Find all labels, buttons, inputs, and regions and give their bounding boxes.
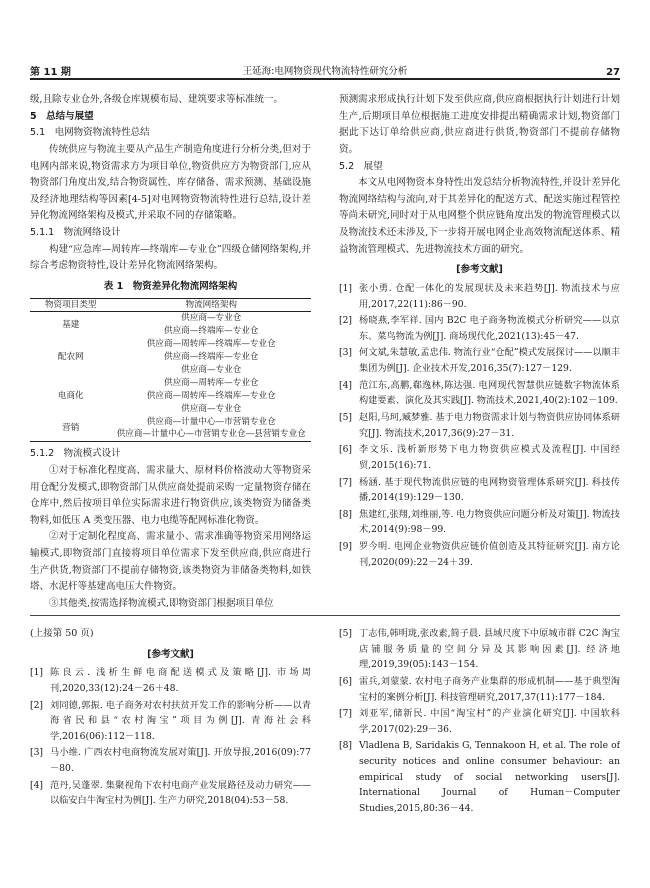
reference-list [30,665,311,809]
reference-item: [1] 陈良云. 浅析生鲜电商配送模式及策略[J]. 市场周刊,2020,33(12):24－26＋48. [30,667,311,694]
reference-item: [8] Vladlena B, Saridakis G, Tennakoon H, et al. The role of security notices and online consumer behaviour: an empirical study of social networking users[J]. International Journal of Human－Computer Studies,2015,80:36－44. [339,740,620,815]
continuation-note: (上接第 50 页) [30,628,94,639]
page-number: 27 [606,67,620,78]
table-cell: 供应商—计量中心—市营销专业仓—县营销专业仓 [116,429,306,440]
right-column [339,92,620,607]
table-cell: 供应商—周转库—终端库—专业仓 [146,390,276,401]
reference-item: [4] 范丹,吴蓬翠. 集聚视角下农村电商产业发展路径及动力研究——以临安白牛淘宝村为例[J]. 生产力研究,2018(04):53－58. [30,779,311,807]
reference-item: [1] 张小勇. 仓配一体化的发展现状及未来趋势[J]. 物流技术与应用,2017,22(11):86－90. [339,282,620,310]
reference-item: [9] 罗今明. 电网企业物资供应链价值创造及其特征研究[J]. 南方论刊,2020(09):22－24＋39. [339,541,620,568]
reference-item: [7] 杨涵. 基于现代物流供应链的电网物资管理体系研究[J]. 科技传播,2014(19):129－130. [339,476,620,504]
bottom-left-column [30,626,311,856]
table-cell: 供应商—终端库—专业仓 [163,352,259,363]
reference-item: [8] 焦建红,张翔,刘维丽,等. 电力物资供应问题分析及对策[J]. 物流技术,2014(9):98－99. [339,508,620,536]
reference-list [339,281,620,571]
reference-item: [5] 丁志伟,韩明珑,张改素,简子晨. 县域尺度下中原城市群 C2C 淘宝店铺服务质量的空间分异及其影响因素[J]. 经济地理,2019,39(05):143－154. [339,628,620,671]
references-title: [参考文献] [456,264,503,276]
table-header: 物资项目类型 [30,298,111,312]
running-title: 王延海:电网物资现代物流特性研究分析 [242,66,408,77]
paragraph: 传统供应与物流主要从产品生产制造角度进行分析分类,但对于电网内部来说,物资需求方为项目单位,物资供应方为物资部门,应从物资部门角度出发,结合物资属性、库存储备、需求预测、基础设施及经济地理结构等因素[4-5]对电网物资物流特性进行总结,设计差异化物流网络架构及模式,并采取不同的存储策略。 [30,143,311,222]
section-divider [30,615,620,616]
bottom-right-column [339,626,620,856]
network-table [30,298,311,443]
reference-item: [6] 雷兵,刘蒙蒙. 农村电子商务产业集群的形成机制——基于典型淘宝村的案例分析[J]. 科技管理研究,2017,37(11):177－184. [339,675,620,703]
reference-item: [6] 李文乐. 浅析新形势下电力物资供应模式及流程[J]. 中国经贸,2015(16):71. [339,444,620,471]
reference-item: [2] 刘同德,郭振. 电子商务对农村扶贫开发工作的影响分析——以青海省民和县“农村淘宝”项目为例[J]. 青海社会科学,2016(06):112－118. [30,699,311,742]
paragraph: ②对于定制化程度高、需求量小、需求准确等物资采用网络运输模式,即物资部门直接将项目单位需求下发至供应商,供应商进行生产供货,物资部门不提前存储物资,该类物资为非储备类物料,如铁塔、水泥杆等基建高电压大件物资。 [30,531,311,593]
table-cell: 营销 [62,422,80,433]
table-header: 物流网络架构 [111,298,311,312]
table-cell: 供应商—专业仓 [181,313,242,324]
subsection-heading: 5.1.1 物流网络设计 [30,227,121,238]
table-cell: 供应商—计量中心—市营销专业仓 [146,416,276,427]
paragraph: ①对于标准化程度高、需求量大、原材料价格波动大等物资采用仓配分发模式,即物资部门从供应商处提前采购一定量物资存储在仓库中,然后按项目单位实际需求进行物资供应,该类物资为储备类物料,如低压 A 类变压器、电力电缆等配网标准化物资。 [30,464,311,526]
table-cell: 供应商—专业仓 [181,403,242,414]
reference-item: [3] 何文斌,朱慧敏,孟忠伟. 物流行业“仓配”模式发展探讨——以顺丰集团为例[J]. 企业技术开发,2016,35(7):127－129. [339,347,620,375]
reference-item: [5] 赵阳,马珂,臧梦雅. 基于电力物资需求计划与物资供应协同体系研究[J]. 物流技术,2017,36(9):27－31. [339,412,620,439]
reference-item: [4] 范江东,高鹏,郗逸林,陈达强. 电网现代智慧供应链数字物流体系构建要素、演化及其实践[J]. 物流技术,2021,40(2):102－109. [339,379,620,407]
table-cell: 供应商—周转库—终端库—专业仓 [146,339,276,350]
paragraph: 本文从电网物资本身特性出发总结分析物流特性,并设计差异化物流网络结构与流向,对于其差异化的配送方式、配送实施过程管控等尚未研究,同时对于从电网整个供应链角度出发的物流管理模式以及物流技术还未涉及,下一步将开展电网企业高效物流配送体系、精益物流管理模式、先进物流技术方面的研究。 [339,177,620,255]
reference-item: [7] 刘亚军,储新民. 中国“淘宝村”的产业演化研究[J]. 中国软科学,2017(02):29－36. [339,708,620,735]
issue-number: 第 11 期 [30,67,71,78]
table-cell: 供应商—终端库—专业仓 [163,326,259,337]
subsection-heading: 5.1 电网物资物流特性总结 [30,127,150,139]
table-cell: 供应商—周转库—专业仓 [163,377,259,388]
reference-item: [3] 马小维. 广西农村电商物流发展对策[J]. 开放导报,2016(09):77－80. [30,747,311,775]
paragraph: 构建“应急库—周转库—终端库—专业仓”四级仓储网络架构,并综合考虑物资特性,设计差异化物流网络架构。 [30,243,311,272]
paragraph: ③其他类,按需选择物流模式,即物资部门根据项目单位 [49,597,274,607]
page-header [30,58,620,80]
table-cell: 基建 [62,319,80,330]
reference-item: [2] 杨晓燕,李军祥. 国内 B2C 电子商务物流模式分析研究——以京东、菜鸟物流为例[J]. 商场现代化,2021(13):45－47. [339,315,620,342]
table-cell: 配农网 [57,352,84,363]
reference-list [339,626,620,817]
section-heading: 5 总结与展望 [30,110,94,122]
paragraph: 级,且除专业仓外,各级仓库规模布局、建筑要求等标准统一。 [30,94,284,105]
table-caption: 表 1 物资差异化物流网络架构 [103,280,238,292]
table-cell: 供应商—专业仓 [181,364,242,375]
table-cell: 电商化 [57,390,84,401]
paragraph: 预测需求形成执行计划下发至供应商,供应商根据执行计划进行计划生产,后期项目单位根据施工进度安排提出精确需求计划,物资部门据此下达订单给供应商,供应商进行供货,物资部门不提前存储物资。 [339,94,620,155]
references-title: [参考文献] [147,648,194,660]
subsection-heading: 5.1.2 物流模式设计 [30,448,121,460]
subsection-heading: 5.2 展望 [339,160,383,172]
left-column [30,92,311,607]
